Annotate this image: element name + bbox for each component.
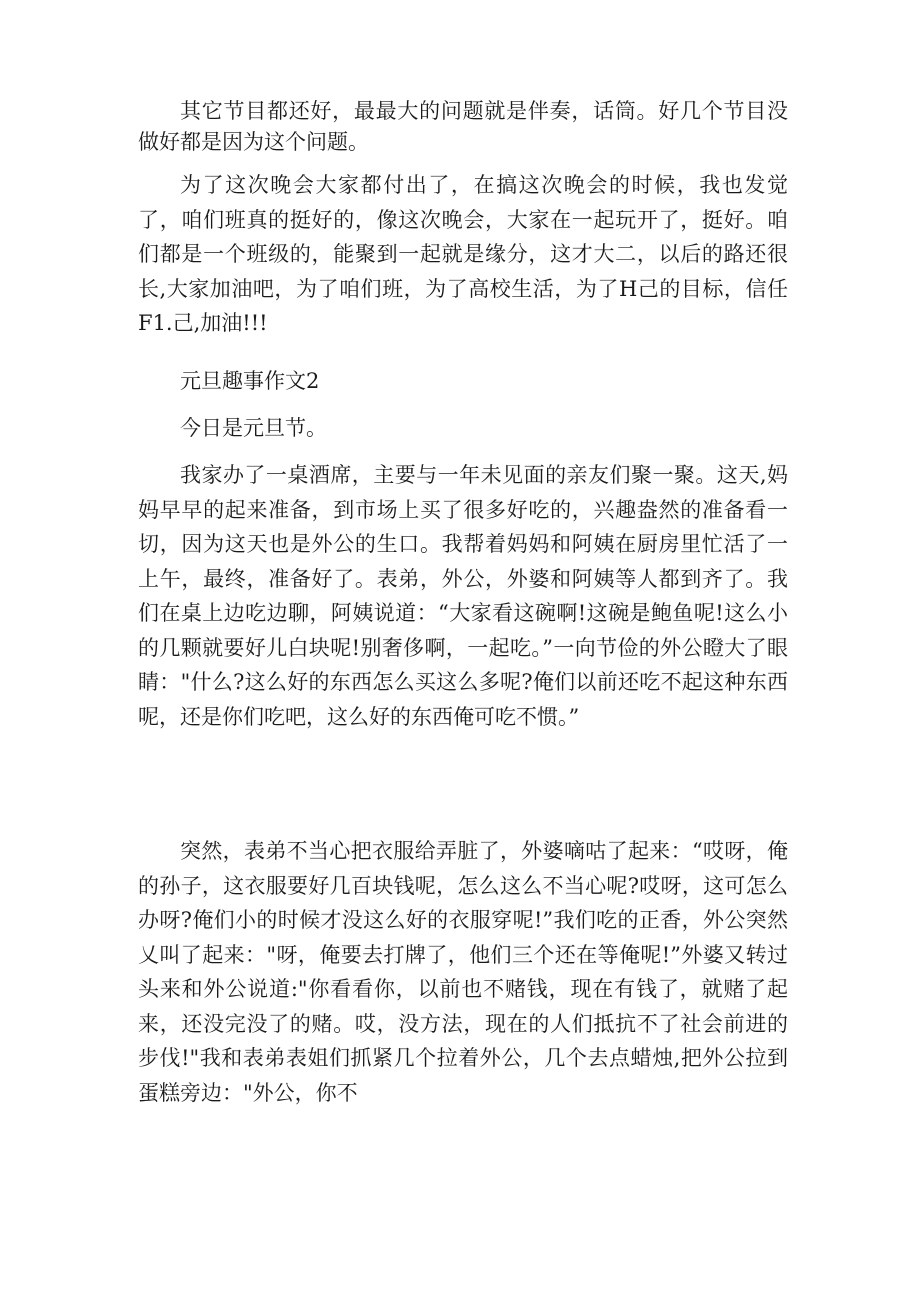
paragraph-new-year-day: 今日是元旦节。 — [180, 416, 327, 440]
paragraph-family-banquet: 我家办了一桌酒席，主要与一年未见面的亲友们聚一聚。这天,妈妈早早的起来准备，到市场上买了很多好吃的，兴趣盎然的准备看一切，因为这天也是外公的生口。我帮着妈妈和阿姨在厨房里忙活了一上午，最终，准备好了。表弟，外公，外婆和阿姨等人都到齐了。我们在桌上边吃边聊，阿姨说道：“大家看这碗啊!这碗是鲍鱼呢!这么小的几颗就要好儿白块呢!别奢侈啊，一起吃。”一向节俭的外公瞪大了眼睛："什么?这么好的东西怎么买这么多呢?俺们以前还吃不起这种东西呢，还是你们吃吧，这么好的东西俺可吃不惯。” — [138, 463, 788, 729]
essay-title: 元旦趣事作文2 — [180, 369, 320, 393]
paragraph-program-issues: 其它节目都还好，最最大的问题就是伴奏，话筒。好几个节目没做好都是因为这个问题。 — [138, 99, 788, 154]
paragraph-sudden-event: 突然，表弟不当心把衣服给弄脏了，外婆嘀咕了起来：“哎呀，俺的孙子，这衣服要好几百块钱呢，怎么这么不当心呢?哎呀，这可怎么办呀?俺们小的时候才没这么好的衣服穿呢!”我们吃的正香，外公突然乂叫了起来："呀，俺要去打牌了，他们三个还在等俺呢!”外婆又转过头来和外公说道:"你看看你，以前也不赌钱，现在有钱了，就赌了起来，还没完没了的赌。哎，没方法，现在的人们抵抗不了社会前进的步伐!"我和表弟表姐们抓紧几个拉着外公，几个去点蜡烛,把外公拉到蛋糕旁边："外公，你不 — [138, 839, 788, 1105]
paragraph-class-encouragement: 为了这次晚会大家都付出了，在搞这次晚会的时候，我也发觉了，咱们班真的挺好的，像这次晚会，大家在一起玩开了，挺好。咱们都是一个班级的，能聚到一起就是缘分，这才大二，以后的路还很长,大家加油吧，为了咱们班，为了高校生活，为了H己的目标，信任F1.己,加油!!! — [138, 173, 788, 335]
